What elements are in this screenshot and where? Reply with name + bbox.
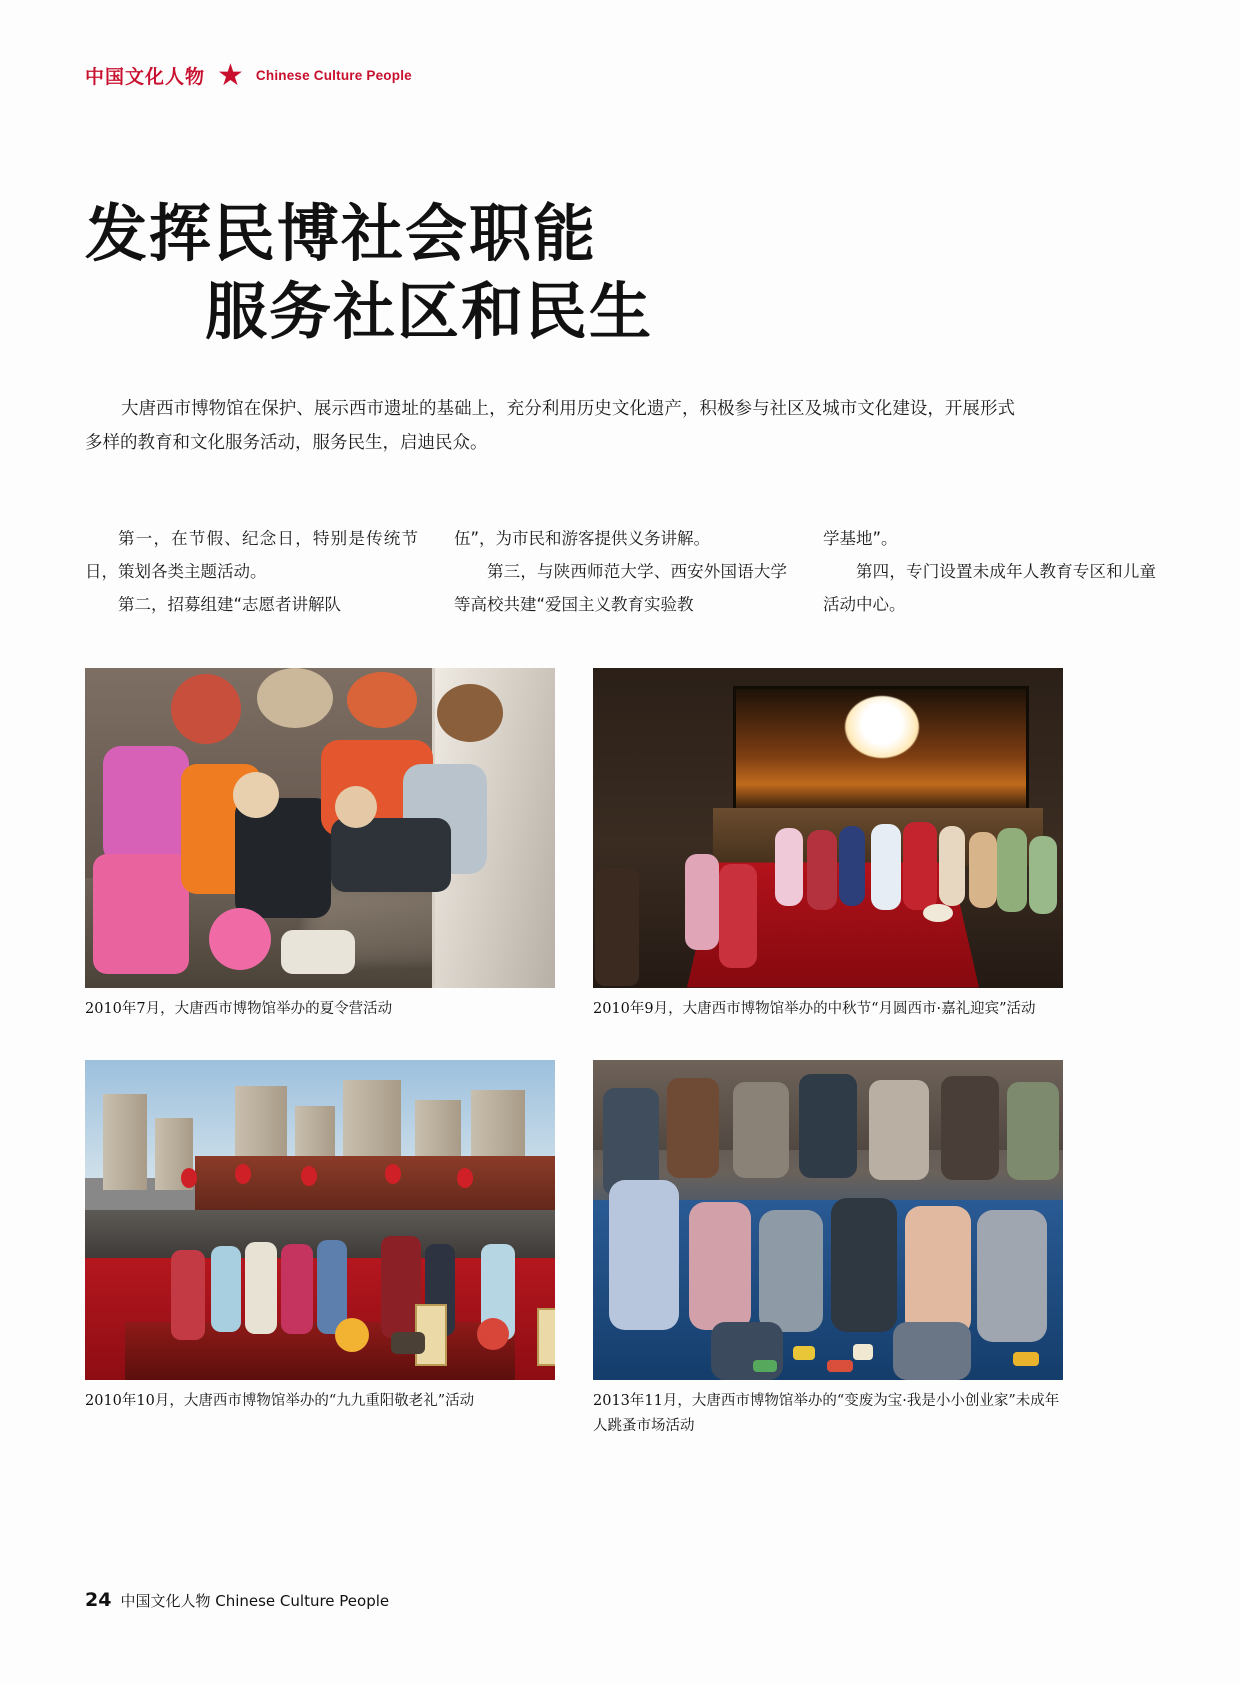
figure-mid-autumn: [593, 668, 1063, 1022]
body-columns: [85, 522, 1157, 621]
photo-summer-camp: [85, 668, 555, 988]
paragraph: 第二，招募组建“志愿者讲解队: [118, 595, 342, 614]
photo-mid-autumn: [593, 668, 1063, 988]
page-title-line-2: 服务社区和民生: [205, 275, 654, 348]
paragraph: 伍”，为市民和游客提供义务讲解。: [454, 529, 711, 548]
body-column-1: [85, 522, 418, 621]
figure-caption: 2010年10月，大唐西市博物馆举办的“九九重阳敬老礼”活动: [85, 1393, 475, 1409]
lead-paragraph: 大唐西市博物馆在保护、展示西市遗址的基础上，充分利用历史文化遗产，积极参与社区及城市文化建设，开展形式多样的教育和文化服务活动，服务民生，启迪民众。: [85, 399, 1015, 453]
paragraph: 第四，专门设置未成年人教育专区和儿童活动中心。: [823, 562, 1156, 614]
photo-scene: [593, 1060, 1063, 1380]
folio-page-number: 24: [85, 1589, 112, 1611]
figure-summer-camp: [85, 668, 555, 1022]
paragraph: 第三，与陕西师范大学、西安外国语大学等高校共建“爱国主义教育实验教: [454, 562, 787, 614]
footer-publication-name: 中国文化人物 Chinese Culture People: [120, 1592, 390, 1610]
photo-double-ninth: [85, 1060, 555, 1380]
photo-flea-market: [593, 1060, 1063, 1380]
figure-caption: 2013年11月，大唐西市博物馆举办的“变废为宝·我是小小创业家”未成年人跳蚤市场活动: [593, 1393, 1060, 1434]
page-title: [85, 195, 1085, 351]
body-column-3: [823, 522, 1156, 621]
masthead-brand-cn: 中国文化人物: [85, 66, 206, 88]
paragraph: 学基地”。: [823, 529, 898, 548]
red-star-icon: ★: [217, 58, 244, 92]
photo-scene: [593, 668, 1063, 988]
masthead: [85, 58, 412, 92]
figure-caption: 2010年7月，大唐西市博物馆举办的夏令营活动: [85, 1001, 393, 1017]
figure-flea-market: [593, 1060, 1063, 1439]
page-title-line-1: 发挥民博社会职能: [85, 197, 598, 270]
figure-caption: 2010年9月，大唐西市博物馆举办的中秋节“月圆西市·嘉礼迎宾”活动: [593, 1001, 1036, 1017]
photo-scene: [85, 1060, 555, 1380]
body-column-2: [454, 522, 787, 621]
photo-scene: [85, 668, 555, 988]
paragraph: 第一，在节假、纪念日，特别是传统节日，策划各类主题活动。: [85, 529, 418, 581]
masthead-brand-en: Chinese Culture People: [255, 68, 412, 83]
figure-double-ninth: [85, 1060, 555, 1414]
page-footer: [85, 1589, 389, 1611]
